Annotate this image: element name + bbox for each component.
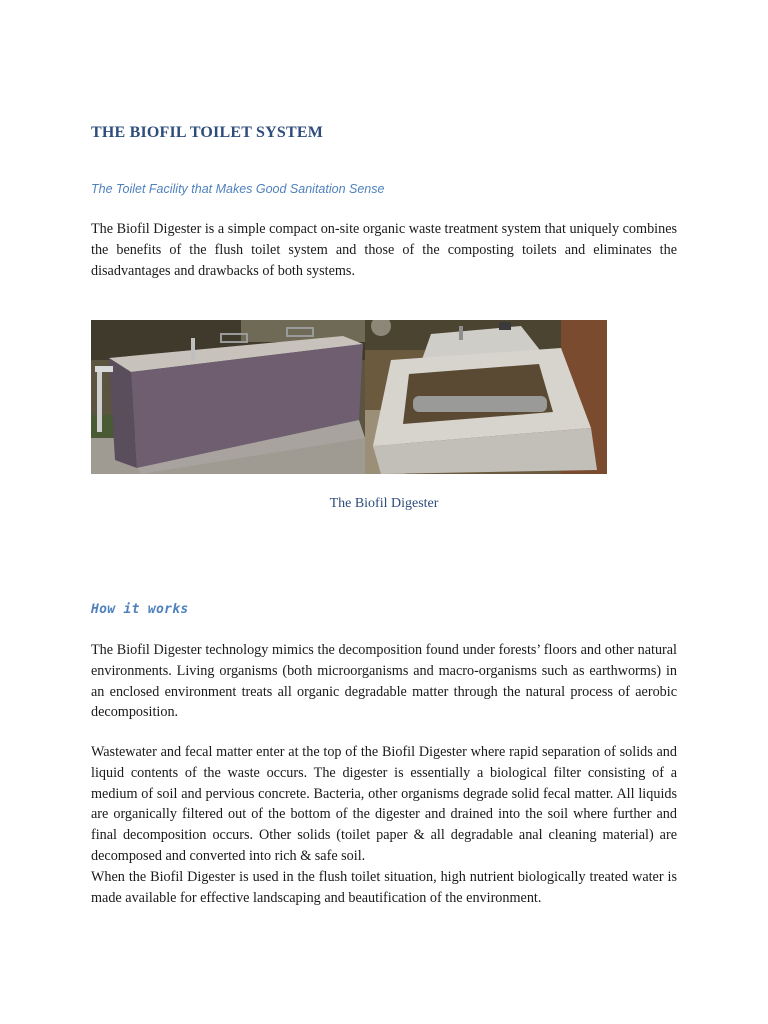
intro-paragraph: The Biofil Digester is a simple compact on-site organic waste treatment system that uniquely combines the benefits of the flush toilet system and those of the composting toilets and eliminates the disadvantages and drawbacks of both systems. xyxy=(91,221,678,279)
biofil-digester-photo xyxy=(91,320,607,474)
how-it-works-paragraph-3: When the Biofil Digester is used in the flush toilet situation, high nutrient biologically treated water is made available for effective landscaping and beautification of the environment. xyxy=(91,868,677,906)
section-heading-how-it-works: How it works xyxy=(91,602,189,617)
how-it-works-paragraph-1: The Biofil Digester technology mimics the decomposition found under forests’ floors and other natural environments. Living organisms (both microorganisms and macro-organisms such as earthworms) in an enclosed environment treats all organic degradable matter through the natural process of aerobic decomposition. xyxy=(91,642,677,721)
how-it-works-paragraph-2: Wastewater and fecal matter enter at the top of the Biofil Digester where rapid separation of solids and liquid contents of the waste occurs. The digester is essentially a biological filter consisting of a medium of soil and pervious concrete. Bacteria, other organisms degrade solid fecal matter. All liquids are organically filtered out of the bottom of the digester and drained into the soil where further and final decomposition occurs. Other solids (toilet paper & all degradable anal cleaning material) are decomposed and converted into rich & safe soil. xyxy=(91,744,677,864)
document-subtitle: The Toilet Facility that Makes Good Sanitation Sense xyxy=(91,182,385,196)
document-title: THE BIOFIL TOILET SYSTEM xyxy=(91,124,324,141)
figure-caption: The Biofil Digester xyxy=(329,496,439,511)
how-it-works-paragraphs-2-3 xyxy=(91,742,677,908)
